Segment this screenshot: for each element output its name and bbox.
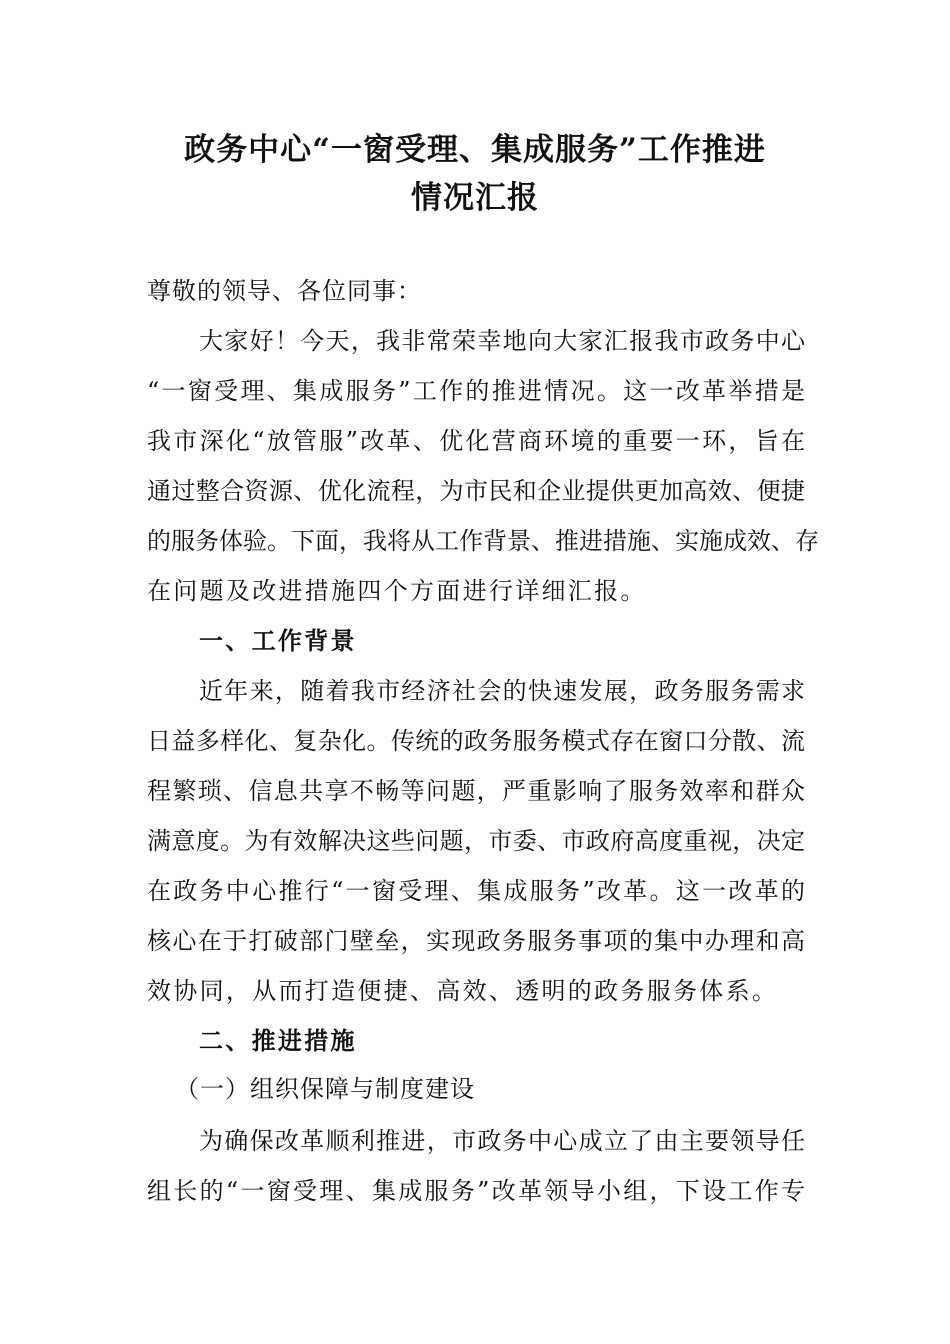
text-line: 的服务体验。下面，我将从工作背景、推进措施、实施成效、存 — [147, 527, 819, 555]
text-line: 日益多样化、复杂化。传统的政务服务模式存在窗口分散、流 — [147, 727, 805, 755]
text-line: 近年来，随着我市经济社会的快速发展，政务服务需求 — [199, 677, 805, 705]
text-line: 在政务中心推行“一窗受理、集成服务”改革。这一改革的 — [147, 877, 805, 905]
text-line: 通过整合资源、优化流程，为市民和企业提供更加高效、便捷 — [147, 477, 805, 505]
salutation: 尊敬的领导、各位同事： — [147, 277, 422, 305]
title-line: 情况汇报 — [411, 180, 539, 216]
text-line: 程繁琐、信息共享不畅等问题，严重影响了服务效率和群众 — [147, 777, 805, 805]
section-heading: 一、工作背景 — [199, 626, 357, 655]
text-line: 大家好！今天，我非常荣幸地向大家汇报我市政务中心 — [199, 327, 805, 355]
text-line: 在问题及改进措施四个方面进行详细汇报。 — [147, 577, 647, 605]
text-line: 组长的“一窗受理、集成服务”改革领导小组，下设工作专 — [147, 1177, 805, 1205]
text-line: 效协同，从而打造便捷、高效、透明的政务服务体系。 — [147, 977, 779, 1005]
text-line: “一窗受理、集成服务”工作的推进情况。这一改革举措是 — [147, 377, 805, 405]
text-line: 核心在于打破部门壁垒，实现政务服务事项的集中办理和高 — [147, 927, 805, 955]
section-heading: 二、推进措施 — [199, 1026, 357, 1055]
title-line: 政务中心“一窗受理、集成服务”工作推进 — [184, 132, 766, 168]
subsection-heading: （一）组织保障与制度建设 — [175, 1075, 475, 1103]
text-line: 满意度。为有效解决这些问题，市委、市政府高度重视，决定 — [147, 827, 805, 855]
text-line: 为确保改革顺利推进，市政务中心成立了由主要领导任 — [199, 1127, 805, 1155]
text-line: 我市深化“放管服”改革、优化营商环境的重要一环，旨在 — [147, 427, 805, 455]
